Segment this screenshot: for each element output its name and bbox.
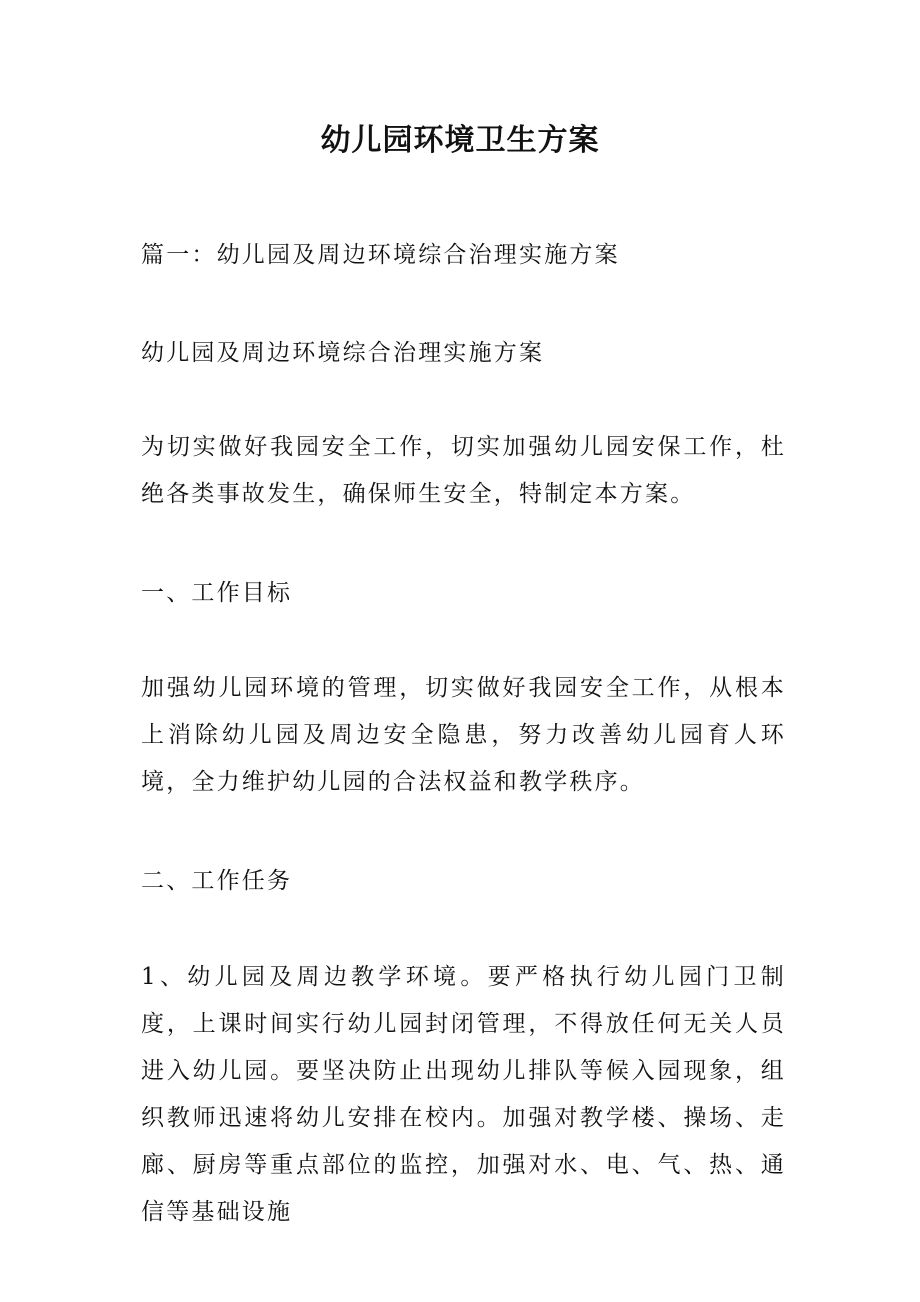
goals-paragraph: 加强幼儿园环境的管理，切实做好我园安全工作，从根本上消除幼儿园及周边安全隐患，努力改善幼儿园育人环境，全力维护幼儿园的合法权益和教学秩序。 <box>141 675 786 795</box>
section-heading-tasks: 二、工作任务 <box>141 868 293 894</box>
subtitle-paragraph: 幼儿园及周边环境综合治理实施方案 <box>141 340 545 366</box>
section-heading-part-one: 篇一：幼儿园及周边环境综合治理实施方案 <box>141 242 620 268</box>
intro-paragraph: 为切实做好我园安全工作，切实加强幼儿园安保工作，杜绝各类事故发生，确保师生安全，特制定本方案。 <box>141 434 786 507</box>
task-1-paragraph: 1、幼儿园及周边教学环境。要严格执行幼儿园门卫制度，上课时间实行幼儿园封闭管理，不得放任何无关人员进入幼儿园。要坚决防止出现幼儿排队等候入园现象，组织教师迅速将幼儿安排在校内。加强对教学楼、操场、走廊、厨房等重点部位的监控，加强对水、电、气、热、通信等基础设施 <box>141 964 786 1225</box>
section-heading-goals: 一、工作目标 <box>141 580 293 606</box>
document-title: 幼儿园环境卫生方案 <box>320 123 600 158</box>
